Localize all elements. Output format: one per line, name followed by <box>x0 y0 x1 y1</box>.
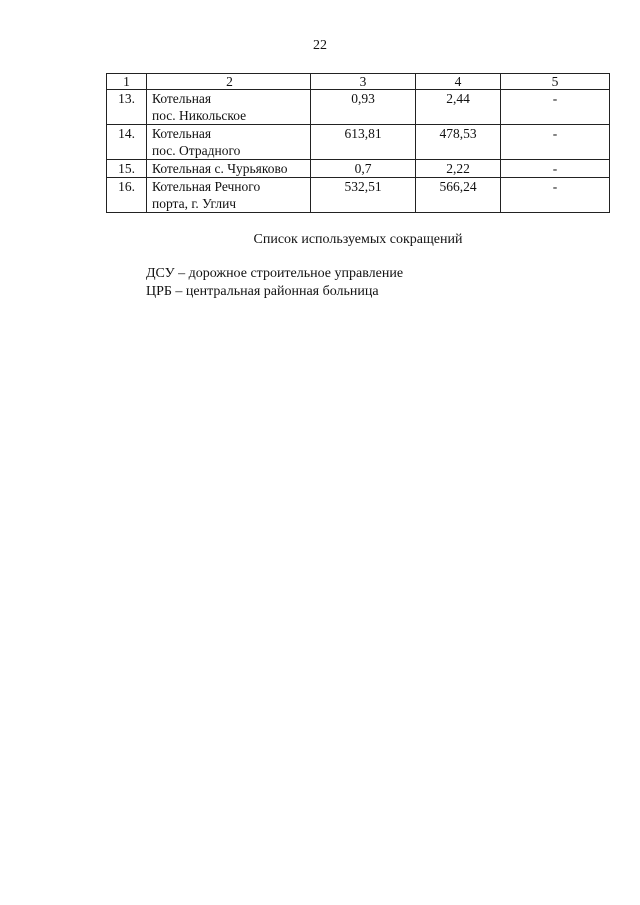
table-row <box>107 90 610 125</box>
row-number: 14. <box>107 125 147 160</box>
abbreviations-list <box>146 265 403 301</box>
row-number: 15. <box>107 160 147 178</box>
row-name-line: Котельная <box>152 91 212 106</box>
row-name-line: Котельная с. Чурьяково <box>152 161 288 176</box>
abbreviation-item: ДСУ – дорожное строительное управление <box>146 266 404 281</box>
row-name <box>147 90 311 125</box>
row-value-4: 2,22 <box>416 160 501 178</box>
row-value-3: 613,81 <box>311 125 416 160</box>
column-header-1: 1 <box>107 74 147 90</box>
row-name-line: пос. Никольское <box>152 108 247 123</box>
abbreviation-item: ЦРБ – центральная районная больница <box>146 284 379 299</box>
column-header-4: 4 <box>416 74 501 90</box>
row-value-4: 566,24 <box>416 178 501 213</box>
table-row <box>107 178 610 213</box>
row-name <box>147 178 311 213</box>
row-value-5: - <box>501 90 610 125</box>
table-row <box>107 125 610 160</box>
table-header-row <box>107 74 610 90</box>
row-value-4: 2,44 <box>416 90 501 125</box>
page-number: 22 <box>313 38 327 53</box>
row-name <box>147 125 311 160</box>
row-value-3: 0,7 <box>311 160 416 178</box>
row-name-line: Котельная <box>152 126 212 141</box>
row-name-line: Котельная Речного <box>152 179 261 194</box>
data-table <box>106 73 610 213</box>
column-header-5: 5 <box>501 74 610 90</box>
column-header-2: 2 <box>147 74 311 90</box>
row-value-3: 0,93 <box>311 90 416 125</box>
row-value-5: - <box>501 178 610 213</box>
column-header-3: 3 <box>311 74 416 90</box>
row-number: 16. <box>107 178 147 213</box>
row-name-line: порта, г. Углич <box>152 196 237 211</box>
row-value-4: 478,53 <box>416 125 501 160</box>
row-number: 13. <box>107 90 147 125</box>
table-row <box>107 160 610 178</box>
row-value-3: 532,51 <box>311 178 416 213</box>
row-name-line: пос. Отрадного <box>152 143 241 158</box>
row-name <box>147 160 311 178</box>
row-value-5: - <box>501 160 610 178</box>
row-value-5: - <box>501 125 610 160</box>
abbreviations-title: Список используемых сокращений <box>253 232 463 247</box>
